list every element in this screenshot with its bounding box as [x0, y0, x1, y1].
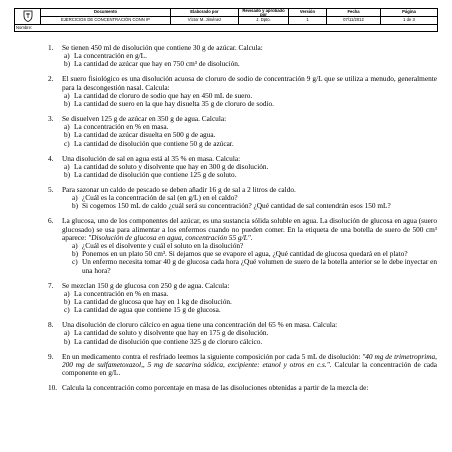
exercise-item: a) ¿Cuál es el disolvente y cuál el soluto en la disolución?: [72, 241, 244, 251]
exercise-statement: Para sazonar un caldo de pescado se deben añadir 16 g de sal a 2 litros de caldo.: [62, 185, 296, 195]
exercise-item: b) La cantidad de disolución que contiene 325 g de cloruro cálcico.: [64, 336, 263, 346]
exercise-statement: La glucosa, uno de los componentes del azúcar, es una sustancia sólida soluble en agua. La disolución de glucosa en agua (suero glucosado) se usa para alimentar a los enfermos cuando no pueden comer. En la etiqueta de una botella de suero de 500 cm³ aparece: "Disolución de glucosa en agua, concentración 55 g/L".: [62, 216, 437, 242]
header-fecha-label: Fecha: [327, 9, 381, 17]
exercise-item: c) La cantidad de agua que contiene 15 g de glucosa.: [64, 305, 221, 315]
exercise-number: 3.: [48, 114, 54, 124]
exercise-2: [48, 75, 437, 108]
exercise-item: b) La cantidad de azúcar disuelta en 500 g de agua.: [64, 130, 216, 140]
exercise-item: c) Un enfermo necesita tomar 40 g de glucosa cada hora ¿Qué volumen de suero de la botella anterior se le debe inyectar en una hora?: [72, 257, 437, 275]
exercise-5: [48, 186, 437, 211]
exercise-item: c) La cantidad de disolución que contiene 50 g de azúcar.: [64, 138, 234, 148]
exercise-9: [48, 353, 437, 378]
exercise-number: 5.: [48, 185, 54, 195]
exercise-number: 4.: [48, 153, 54, 163]
exercise-6: [48, 217, 437, 274]
exercise-number: 7.: [48, 280, 54, 290]
exercise-1: [48, 44, 437, 69]
exercise-3: [48, 115, 437, 148]
header-documento-value: EJERCICIOS DE CONCENTRACIÓN CONN IP: [41, 17, 171, 25]
document-header-table: [14, 8, 438, 32]
student-name-label: Nombre:: [16, 24, 33, 30]
header-elaborado-label: Elaborado por: [171, 9, 239, 17]
header-revisado-value: J. Dpto.: [239, 17, 289, 25]
header-elaborado-value: Víctor M. Jiménez: [171, 17, 239, 25]
exercise-item: a) La cantidad de cloruro de sodio que hay en 450 mL de suero.: [64, 90, 253, 100]
exercise-item: a) La concentración en % en masa.: [64, 122, 169, 132]
exercise-number: 10.: [48, 383, 58, 393]
exercise-item: b) La cantidad de azúcar que hay en 750 cm³ de disolución.: [64, 59, 240, 69]
exercise-item: a) La concentración en % en masa.: [64, 288, 169, 298]
header-version-value: 1: [289, 17, 327, 25]
label-quote: "Disolución de glucosa en agua, concentración 55 g/L".: [88, 232, 253, 242]
exercise-statement: Calcula la concentración como porcentaje en masa de las disoluciones obtenidas a partir de la mezcla de:: [62, 383, 369, 393]
exercise-4: [48, 155, 437, 180]
exercise-statement: Se disuelven 125 g de azúcar en 350 g de agua. Calcula:: [62, 114, 227, 124]
exercise-item: b) Ponemos en un plato 50 cm³. Si dejamos que se evapore el agua, ¿Qué cantidad de glucosa quedará en el plato?: [72, 249, 408, 259]
exercise-list: [48, 44, 437, 399]
header-revisado-label: Revisado y aprobado por: [239, 9, 289, 17]
school-logo: [15, 9, 41, 25]
composition-quote: "40 mg de trimetroprima, 200 mg de sulfametoxazol,, 5 mg de sacarina sódica, excipiente: etanol y otros en c.s.".: [62, 351, 438, 369]
school-crest-icon: [23, 10, 33, 22]
header-fecha-value: 07/11/2012: [327, 17, 381, 25]
header-pagina-label: Página: [381, 9, 438, 17]
header-version-label: Versión: [289, 9, 327, 17]
header-documento-label: Documento: [41, 9, 171, 17]
header-pagina-value: 1 de 3: [381, 17, 438, 25]
exercise-number: 9.: [48, 351, 54, 361]
exercise-statement: En un medicamento contra el resfriado leemos la siguiente composición por cada 5 mL de disolución: "40 mg de trimetroprima, 200 mg de sulfametoxazol,, 5 mg de sacarina sódica, excipiente: etanol y otros en c.s.". Calcular la concentración de cada componente en g/L.: [62, 351, 438, 378]
exercise-item: a) ¿Cuál es la concentración de sal (en g/L) en el caldo?: [72, 193, 238, 203]
exercise-number: 6.: [48, 216, 54, 226]
student-name-field: [15, 25, 438, 32]
exercise-8: [48, 321, 437, 346]
exercise-statement: Se mezclan 150 g de glucosa con 250 g de agua. Calcula:: [62, 280, 230, 290]
exercise-item: b) La cantidad de suero en la que hay disuelta 35 g de cloruro de sodio.: [64, 99, 274, 109]
exercise-statement: Se tienen 450 ml de disolución que contiene 30 g de azúcar. Calcula:: [62, 43, 263, 52]
exercise-statement: Una disolución de cloruro cálcico en agua tiene una concentración del 65 % en masa. Calcula:: [62, 320, 338, 330]
exercise-item: a) La cantidad de soluto y disolvente que hay en 175 g de disolución.: [64, 328, 269, 338]
exercise-statement: Una disolución de sal en agua está al 35 % en masa. Calcula:: [62, 153, 241, 163]
exercise-10: [48, 384, 437, 392]
exercise-number: 2.: [48, 74, 54, 84]
exercise-item: a) La concentración en g/L.: [64, 51, 147, 61]
exercise-item: b) La cantidad de glucosa que hay en 1 kg de disolución.: [64, 297, 232, 307]
exercise-item: b) Si cogemos 150 mL de caldo ¿cuál será su concentración? ¿Qué cantidad de sal contendrán esos 150 mL?: [72, 201, 391, 211]
exercise-statement: El suero fisiológico es una disolución acuosa de cloruro de sodio de concentración 9 g/L que se utiliza a menudo, generalmente para la descongestión nasal. Calcula:: [62, 74, 437, 92]
exercise-number: 1.: [48, 43, 54, 52]
exercise-7: [48, 282, 437, 315]
exercise-number: 8.: [48, 320, 54, 330]
exercise-item: b) La cantidad de disolución que contiene 125 g de soluto.: [64, 170, 237, 180]
exercise-item: a) La cantidad de soluto y disolvente que hay en 300 g de disolución.: [64, 161, 269, 171]
